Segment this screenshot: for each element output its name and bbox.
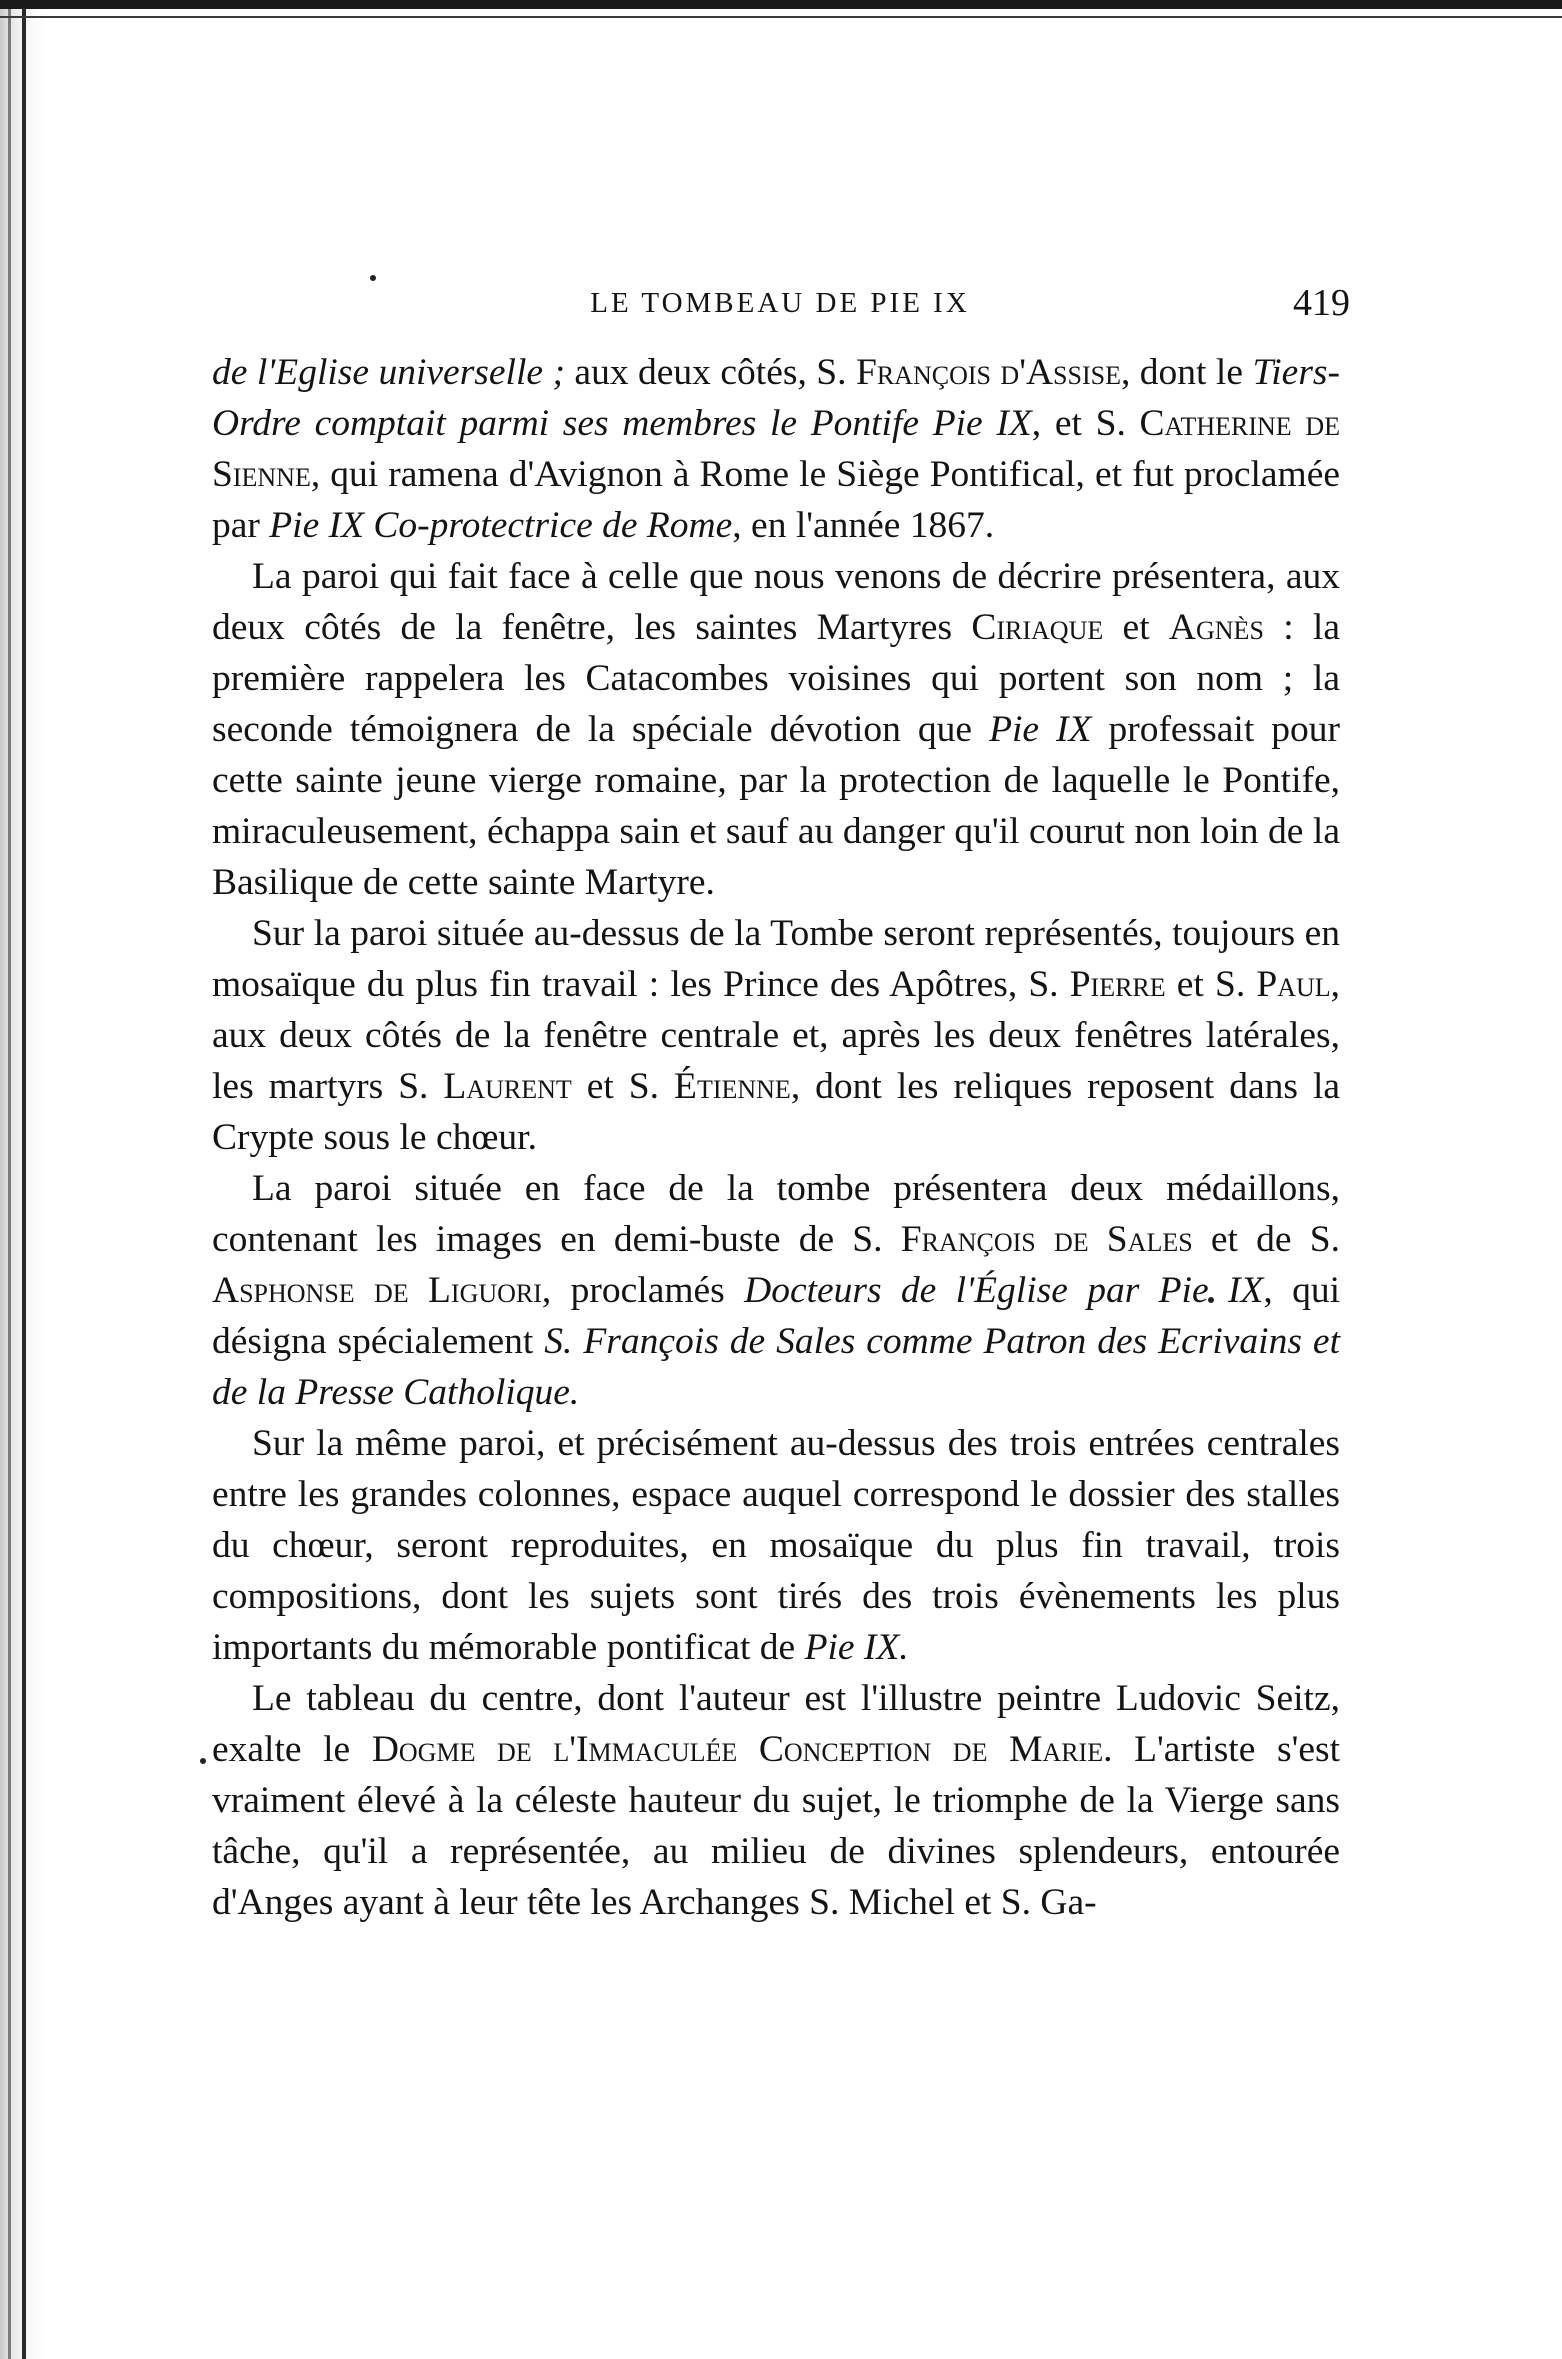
small-caps-run: Dogme de l'Immaculée Conception de Marie [371, 1729, 1104, 1770]
text-run: Sur la paroi située au-dessus de la Tombe seront représentés, toujours en mosaïque du plus fin travail : les Prince des Apôtres, S. [212, 913, 1340, 1005]
italic-run: de l'Eglise universelle ; [212, 352, 565, 393]
paragraph [212, 1418, 1340, 1673]
paragraph [212, 1673, 1340, 1928]
small-caps-run: Étienne [674, 1066, 791, 1107]
print-speck [200, 1758, 206, 1764]
text-run: , en l'année 1867. [732, 505, 995, 546]
italic-run: S. François de Sales comme Patron des Ecrivains et de la Presse Catholique. [212, 1321, 1340, 1413]
text-run: . L'artiste s'est vraiment élevé à la céleste hauteur du sujet, le triomphe de la Vierge sans tâche, qu'il a représentée, au milieu de divines splendeurs, entourée d'Anges ayant à leur tête les Archanges S. Michel et S. Ga- [212, 1729, 1340, 1923]
text-run: Le tableau du centre, dont l'auteur est l'illustre peintre Ludovic Seitz, exalte le [212, 1678, 1340, 1770]
italic-run: Tiers-Ordre comptait parmi ses membres le Pontife Pie IX [212, 352, 1340, 444]
small-caps-run: Paul [1256, 964, 1331, 1005]
text-run: , dont le [1120, 352, 1253, 393]
italic-run: Pie IX [989, 709, 1092, 750]
text-run: , dont les reliques reposent dans la Crypte sous le chœur. [212, 1066, 1341, 1158]
paragraph [212, 1163, 1340, 1418]
running-head [210, 278, 1350, 328]
small-caps-run: Agnès [1168, 607, 1264, 648]
text-run: , proclamés [541, 1270, 745, 1311]
text-run: et S. [571, 1066, 675, 1107]
italic-run: Pie IX Co-protectrice de Rome [269, 505, 733, 546]
small-caps-run: Asphonse de Liguori [212, 1270, 542, 1311]
paragraph [212, 908, 1340, 1163]
text-run: , qui ramena d'Avignon à Rome le Siège Pontifical, et fut proclamée par [212, 454, 1340, 546]
body-text [212, 347, 1340, 1928]
text-run: : la première rappelera les Catacombes voisines qui portent son nom ; la seconde témoignera de la spéciale dévotion que [212, 607, 1340, 750]
text-run: aux deux côtés, S. [564, 352, 856, 393]
paragraph [212, 347, 1340, 551]
page-number: 419 [1293, 282, 1350, 324]
small-caps-run: Ciriaque [971, 607, 1104, 648]
small-caps-run: Pierre [1069, 964, 1166, 1005]
text-run: , aux deux côtés de la fenêtre centrale et, après les deux fenêtres latérales, les martyrs S. [212, 964, 1341, 1107]
text-run: , qui désigna spécialement [212, 1270, 1341, 1362]
small-caps-run: François d'Assise [855, 352, 1121, 393]
text-run: et de S. [1192, 1219, 1340, 1260]
italic-run: Pie IX. [804, 1627, 909, 1668]
text-run: et [1103, 607, 1169, 648]
running-head-title: LE TOMBEAU DE PIE IX [590, 287, 970, 319]
text-run: et S. [1165, 964, 1257, 1005]
small-caps-run: François de Sales [900, 1219, 1193, 1260]
small-caps-run: Laurent [443, 1066, 572, 1107]
binding-line [22, 0, 26, 2359]
text-run: Sur la même paroi, et précisément au-dessus des trois entrées centrales entre les grandes colonnes, espace auquel correspond le dossier des stalles du chœur, seront reproduites, en mosaïque du plus fin travail, trois compositions, dont les sujets sont tirés des trois évènements les plus importants du mémorable pontificat de [212, 1423, 1340, 1668]
text-run: , et S. [1031, 403, 1140, 444]
top-border-rule [0, 0, 1562, 9]
top-border-thin-rule [0, 16, 1562, 18]
gutter-edge-line [8, 0, 11, 2359]
paragraph [212, 551, 1340, 908]
small-caps-run: Catherine de Sienne [212, 403, 1341, 495]
text-run: La paroi qui fait face à celle que nous venons de décrire présentera, aux deux côtés de la fenêtre, les saintes Martyres [212, 556, 1340, 648]
italic-run: Docteurs de l'Église par Pie IX [744, 1270, 1264, 1311]
text-run: La paroi située en face de la tombe présentera deux médaillons, contenant les images en demi-buste de S. [212, 1168, 1340, 1260]
text-run: professait pour cette sainte jeune vierge romaine, par la protection de laquelle le Pontife, miraculeusement, échappa sain et sauf au danger qu'il courut non loin de la Basilique de cette sainte Martyre. [212, 709, 1340, 903]
